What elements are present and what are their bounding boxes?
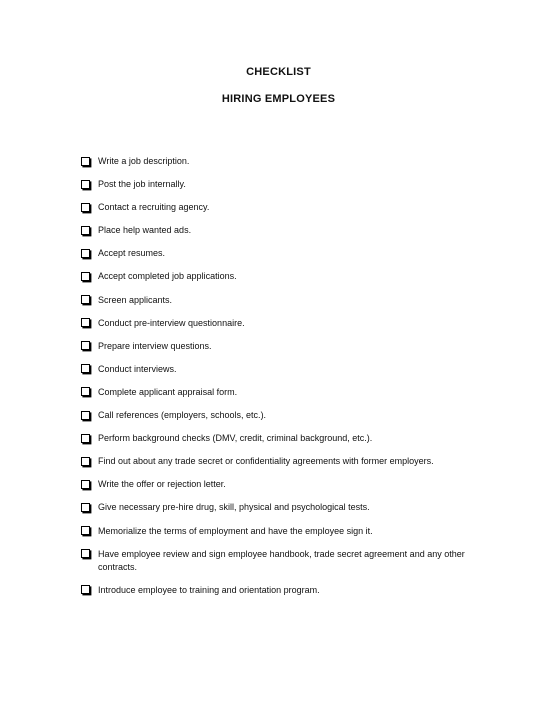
checklist-item-label: Accept resumes.	[98, 248, 166, 259]
checklist-item[interactable]	[81, 455, 521, 468]
document-subtitle: HIRING EMPLOYEES	[221, 93, 336, 105]
checklist-item[interactable]	[81, 155, 521, 168]
checklist-item-label: Contact a recruiting agency.	[98, 202, 210, 213]
checklist-item-label: Complete applicant appraisal form.	[98, 386, 238, 397]
checklist-item-label: Call references (employers, schools, etc.).	[98, 410, 267, 421]
checkbox-icon[interactable]	[81, 387, 90, 396]
checklist-item-label: Have employee review and sign employee handbook, trade secret agreement and any other contracts.	[98, 548, 465, 572]
checkbox-icon[interactable]	[81, 503, 90, 512]
checklist-item-label: Write the offer or rejection letter.	[98, 479, 226, 490]
checkbox-icon[interactable]	[81, 180, 90, 189]
checklist-item-label: Place help wanted ads.	[98, 225, 192, 236]
checklist-item[interactable]	[81, 409, 521, 422]
checklist-item-label: Find out about any trade secret or confidentiality agreements with former employers.	[98, 456, 434, 467]
document-title: CHECKLIST	[246, 66, 311, 78]
checklist-item-label: Perform background checks (DMV, credit, criminal background, etc.).	[98, 433, 373, 444]
checklist-item[interactable]	[81, 224, 521, 237]
checklist-item[interactable]	[81, 247, 521, 260]
checklist-item[interactable]	[81, 478, 521, 491]
checkbox-icon[interactable]	[81, 295, 90, 304]
checklist-item[interactable]	[81, 432, 521, 445]
checkbox-icon[interactable]	[81, 364, 90, 373]
checkbox-icon[interactable]	[81, 272, 90, 281]
checklist-item[interactable]	[81, 340, 521, 353]
checklist-item[interactable]	[81, 178, 521, 191]
checklist-item[interactable]	[81, 270, 521, 283]
checklist-item[interactable]	[81, 201, 521, 214]
checklist-item[interactable]	[81, 317, 521, 330]
checklist-item-label: Memorialize the terms of employment and have the employee sign it.	[98, 525, 373, 536]
checklist-item-label: Conduct interviews.	[98, 363, 177, 374]
checkbox-icon[interactable]	[81, 226, 90, 235]
checklist-item[interactable]	[81, 548, 521, 574]
checklist-item-label: Give necessary pre-hire drug, skill, physical and psychological tests.	[98, 502, 370, 513]
checklist-item-label: Write a job description.	[98, 156, 190, 166]
checklist-item-label: Accept completed job applications.	[98, 271, 237, 282]
checkbox-icon[interactable]	[81, 549, 90, 558]
checkbox-icon[interactable]	[81, 480, 90, 489]
checklist-item[interactable]	[81, 294, 521, 307]
checklist-item-label: Screen applicants.	[98, 294, 173, 305]
checkbox-icon[interactable]	[81, 585, 90, 594]
checkbox-icon[interactable]	[81, 526, 90, 535]
checklist-item[interactable]	[81, 525, 521, 538]
checklist	[81, 155, 521, 607]
checkbox-icon[interactable]	[81, 457, 90, 466]
checklist-item[interactable]	[81, 363, 521, 376]
checklist-item[interactable]	[81, 386, 521, 399]
checkbox-icon[interactable]	[81, 249, 90, 258]
checklist-item[interactable]	[81, 584, 521, 597]
checklist-item-label: Introduce employee to training and orientation program.	[98, 584, 320, 595]
checklist-item[interactable]	[81, 501, 521, 514]
checkbox-icon[interactable]	[81, 157, 90, 166]
checkbox-icon[interactable]	[81, 434, 90, 443]
checkbox-icon[interactable]	[81, 341, 90, 350]
checkbox-icon[interactable]	[81, 318, 90, 327]
checkbox-icon[interactable]	[81, 411, 90, 420]
checklist-item-label: Conduct pre-interview questionnaire.	[98, 317, 245, 328]
checkbox-icon[interactable]	[81, 203, 90, 212]
checklist-item-label: Post the job internally.	[98, 179, 186, 190]
checklist-item-label: Prepare interview questions.	[98, 340, 212, 351]
